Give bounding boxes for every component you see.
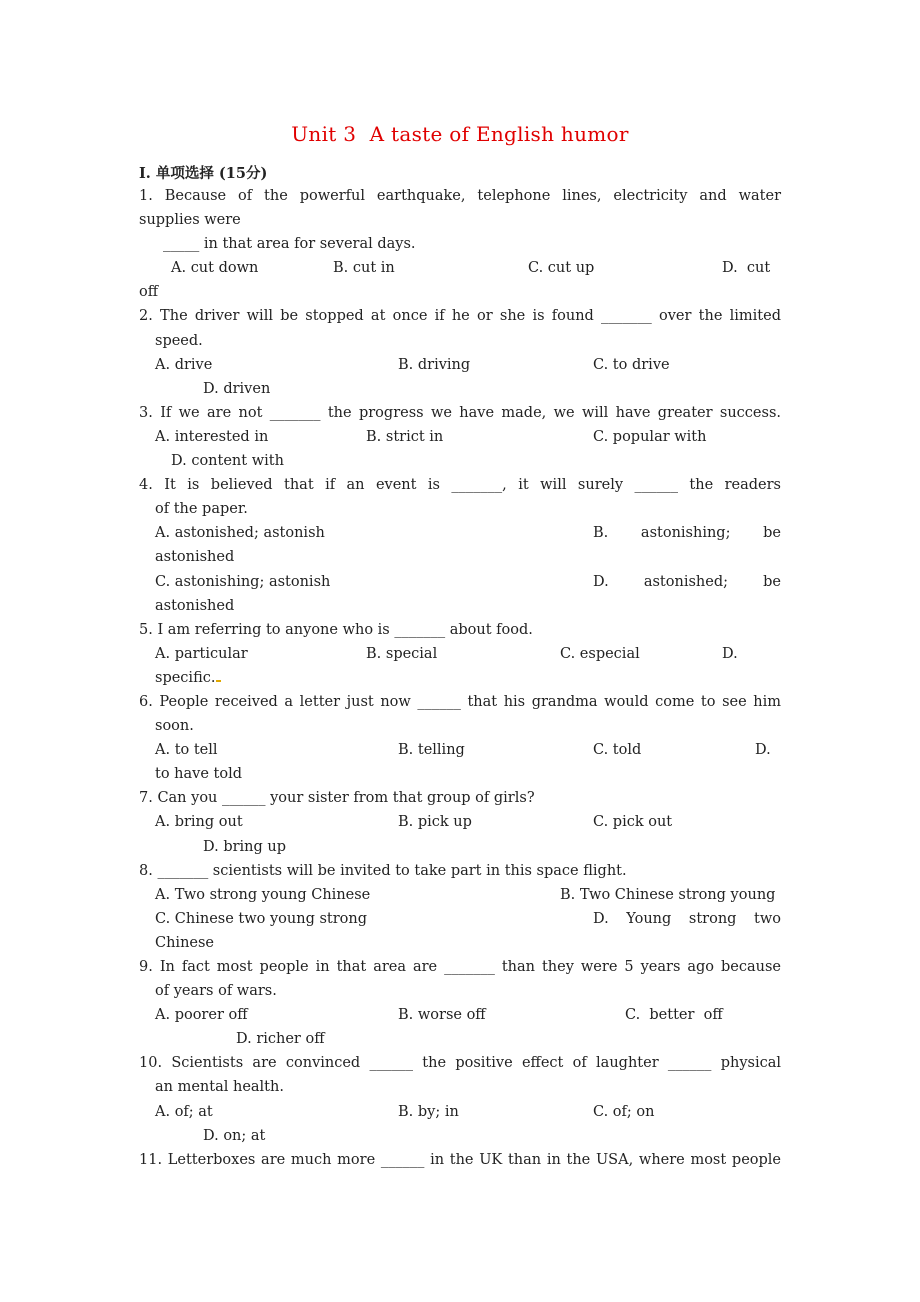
question-list bbox=[139, 184, 781, 1172]
question-4-stem: 4. It is believed that if an event is _______, it will surely ______ the readers bbox=[139, 477, 781, 494]
option-a: A. Two strong young Chinese bbox=[155, 886, 371, 903]
option-d: D. driven bbox=[203, 380, 271, 397]
option-a: A. poorer off bbox=[155, 1007, 248, 1024]
question-10-stem: 10. Scientists are convinced ______ the positive effect of laughter ______ physical bbox=[139, 1055, 781, 1072]
question-4-options-ab bbox=[139, 521, 781, 545]
question-6-options bbox=[139, 738, 781, 762]
option-b-cont: astonished bbox=[155, 549, 235, 566]
option-d: D. bring up bbox=[203, 838, 287, 855]
option-b: B. cut in bbox=[333, 260, 395, 277]
question-3-options bbox=[139, 425, 781, 449]
question-11-stem: 11. Letterboxes are much more ______ in the UK than in the USA, where most people bbox=[139, 1151, 781, 1168]
question-6-stem: 6. People received a letter just now ______ that his grandma would come to see him bbox=[139, 693, 781, 710]
question-9-stem: 9. In fact most people in that area are _______ than they were 5 years ago because bbox=[139, 959, 781, 975]
option-c: C. of; on bbox=[593, 1103, 655, 1120]
question-2-stem: 2. The driver will be stopped at once if he or she is found _______ over the limited bbox=[139, 308, 781, 325]
option-d-cont: Chinese bbox=[155, 934, 215, 951]
option-b: B. driving bbox=[398, 356, 471, 373]
option-a: A. particular bbox=[155, 645, 248, 662]
question-8-options-cd bbox=[139, 907, 781, 931]
option-d: D. cut bbox=[722, 260, 771, 277]
question-1-options bbox=[139, 256, 781, 280]
option-b: B. special bbox=[366, 645, 438, 662]
option-d: D. bbox=[755, 742, 771, 759]
option-c: C. popular with bbox=[593, 428, 707, 445]
option-b: B. pick up bbox=[398, 814, 472, 831]
option-a: A. astonished; astonish bbox=[155, 525, 325, 542]
question-5-options bbox=[139, 642, 781, 666]
option-c: C. Chinese two young strong bbox=[155, 910, 368, 927]
question-1-stem-cont: supplies were bbox=[139, 212, 241, 229]
question-4-options-cd bbox=[139, 570, 781, 594]
option-c: C. better off bbox=[625, 1007, 723, 1024]
option-d: D. on; at bbox=[203, 1127, 266, 1144]
option-d-cont: astonished bbox=[155, 597, 235, 614]
option-b: B. strict in bbox=[366, 428, 444, 445]
option-c: C. told bbox=[593, 742, 642, 759]
option-c: C. cut up bbox=[528, 260, 595, 277]
option-c: C. to drive bbox=[593, 356, 670, 373]
question-8-options-ab bbox=[139, 883, 781, 907]
option-c: C. astonishing; astonish bbox=[155, 573, 331, 590]
option-d-cont: off bbox=[139, 284, 159, 301]
option-b: B. by; in bbox=[398, 1103, 459, 1120]
question-4-stem-cont: of the paper. bbox=[155, 501, 248, 518]
question-2-stem-cont: speed. bbox=[155, 332, 203, 349]
option-b: B. telling bbox=[398, 742, 465, 759]
option-b: B. worse off bbox=[398, 1007, 486, 1024]
question-1-stem: 1. Because of the powerful earthquake, telephone lines, electricity and water bbox=[139, 188, 781, 204]
option-a: A. cut down bbox=[171, 260, 259, 277]
question-9-stem-cont: of years of wars. bbox=[155, 983, 277, 1000]
option-d-cont bbox=[139, 666, 781, 690]
section-heading: I. 单项选择 (15分) bbox=[139, 165, 268, 182]
question-2-options bbox=[139, 353, 781, 377]
question-5-stem: 5. I am referring to anyone who is _______ about food. bbox=[139, 621, 533, 638]
option-b: B. Two Chinese strong young bbox=[560, 886, 776, 903]
question-10-options bbox=[139, 1100, 781, 1124]
question-1-stem-cont: _____ in that area for several days. bbox=[163, 236, 416, 253]
option-d: D. content with bbox=[171, 453, 284, 470]
option-a: A. of; at bbox=[155, 1103, 213, 1120]
option-d: D. bbox=[722, 645, 738, 662]
question-6-stem-cont: soon. bbox=[155, 718, 194, 735]
option-d-text: specific. bbox=[155, 669, 216, 686]
question-9-options bbox=[139, 1003, 781, 1027]
highlight-mark bbox=[216, 680, 221, 682]
option-a: A. drive bbox=[155, 356, 213, 373]
option-a: A. to tell bbox=[155, 742, 218, 759]
option-b: B. astonishing; be bbox=[593, 525, 781, 542]
option-d: D. richer off bbox=[236, 1031, 325, 1048]
option-c: C. especial bbox=[560, 645, 640, 662]
option-d-cont: to have told bbox=[155, 766, 243, 783]
question-3-stem: 3. If we are not _______ the progress we have made, we will have greater success. bbox=[139, 404, 781, 421]
question-7-options bbox=[139, 810, 781, 834]
option-a: A. interested in bbox=[155, 428, 269, 445]
option-c: C. pick out bbox=[593, 814, 673, 831]
question-10-stem-cont: an mental health. bbox=[155, 1079, 284, 1096]
option-d: D. Young strong two bbox=[593, 910, 781, 927]
question-8-stem: 8. _______ scientists will be invited to take part in this space flight. bbox=[139, 862, 627, 879]
unit-title: Unit 3 A taste of English humor bbox=[291, 122, 629, 146]
option-d: D. astonished; be bbox=[593, 573, 781, 590]
question-7-stem: 7. Can you ______ your sister from that group of girls? bbox=[139, 790, 535, 807]
option-a: A. bring out bbox=[155, 814, 243, 831]
